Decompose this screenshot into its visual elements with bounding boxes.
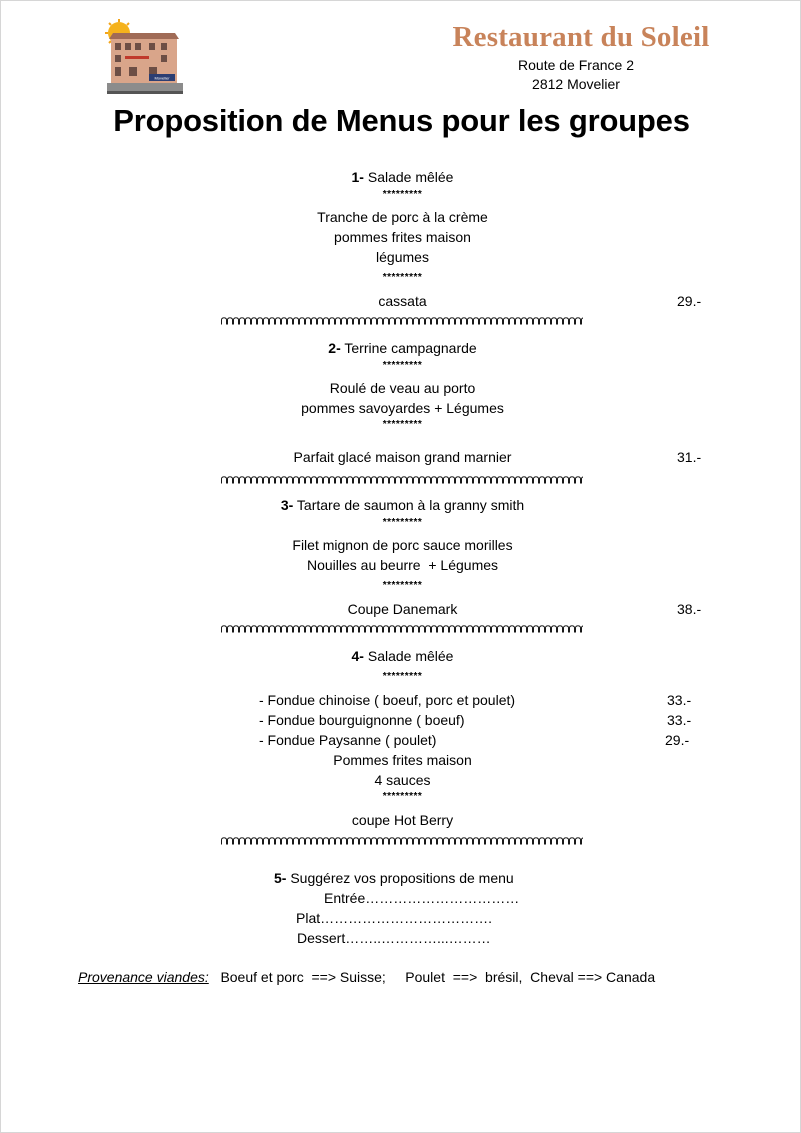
menu-1-dessert: cassata xyxy=(378,293,427,309)
menu-2-price: 31.- xyxy=(677,449,702,465)
menu-4-number: 4- xyxy=(351,648,364,664)
building-icon xyxy=(107,33,183,94)
address-street: Route de France 2 xyxy=(518,57,634,73)
menu-4-starter-text: Salade mêlée xyxy=(367,648,454,664)
separator-2 xyxy=(221,476,583,484)
menu-2-starter xyxy=(231,340,574,356)
menu-3-stars-1: ********* xyxy=(382,517,423,528)
menu-1-starter-text: Salade mêlée xyxy=(367,169,454,185)
menu-1-main-1: Tranche de porc à la crème xyxy=(317,209,488,225)
menu-2-stars-2: ********* xyxy=(382,419,423,430)
menu-3-stars-2: ********* xyxy=(382,580,423,591)
fondue-2-label: - Fondue bourguignonne ( boeuf) xyxy=(259,712,465,728)
menu-3-number: 3- xyxy=(280,497,294,513)
separator-1 xyxy=(221,317,583,325)
menu-4-main-1: Pommes frites maison xyxy=(333,752,472,768)
fondue-3-label: - Fondue Paysanne ( poulet) xyxy=(259,732,437,748)
menu-2-main-1: Roulé de veau au porto xyxy=(329,380,476,396)
restaurant-name: Restaurant du Soleil xyxy=(452,21,710,53)
menu-1-number: 1- xyxy=(351,169,364,185)
menu-4-dessert: coupe Hot Berry xyxy=(351,812,454,828)
menu-1-stars-2: ********* xyxy=(382,272,423,283)
separator-3 xyxy=(221,625,583,633)
meat-origin-label: Provenance viandes: xyxy=(78,969,209,985)
menu-1-main-2: pommes frites maison xyxy=(334,229,471,245)
menu-3-main-1: Filet mignon de porc sauce morilles xyxy=(292,537,513,553)
menu-4-stars-1: ********* xyxy=(382,671,423,682)
menu-3-main-2: Nouilles au beurre + Légumes xyxy=(306,557,499,573)
meat-origin-text: Boeuf et porc ==> Suisse; Poulet ==> brésil, Cheval ==> Canada xyxy=(220,969,656,985)
menu-1-stars-1: ********* xyxy=(382,189,423,200)
menu-4-main-2: 4 sauces xyxy=(374,772,431,788)
menu-4-stars-2: ********* xyxy=(382,791,423,802)
suggestion-entree: Entrée…………………………… xyxy=(324,890,520,906)
meat-origin xyxy=(78,969,655,985)
suggestion-number: 5- xyxy=(274,870,287,886)
menu-1-price: 29.- xyxy=(677,293,702,309)
restaurant-logo xyxy=(101,19,191,99)
menu-3-starter-text: Tartare de saumon à la granny smith xyxy=(296,497,525,513)
suggestion-dessert: Dessert……..…………...……… xyxy=(297,930,491,946)
suggestion-heading xyxy=(274,870,514,886)
menu-1-main-3: légumes xyxy=(376,249,429,265)
menu-2-starter-text: Terrine campagnarde xyxy=(344,340,477,356)
menu-4-starter xyxy=(231,648,574,664)
fondue-1-price: 33.- xyxy=(667,692,692,708)
menu-2-number: 2- xyxy=(328,340,341,356)
suggestion-text: Suggérez vos propositions de menu xyxy=(290,870,514,886)
separator-4 xyxy=(221,837,583,845)
menu-1-starter xyxy=(231,169,574,185)
menu-3-price: 38.- xyxy=(677,601,702,617)
menu-2-dessert: Parfait glacé maison grand marnier xyxy=(293,449,512,465)
menu-3-dessert: Coupe Danemark xyxy=(347,601,458,617)
fondue-2-price: 33.- xyxy=(667,712,692,728)
menu-2-main-2: pommes savoyardes + Légumes xyxy=(301,400,504,416)
suggestion-plat: Plat………………………………. xyxy=(296,910,493,926)
page-title: Proposition de Menus pour les groupes xyxy=(113,103,690,138)
fondue-3-price: 29.- xyxy=(665,732,690,748)
logo-sign-text: Movelier xyxy=(154,75,170,81)
fondue-1-label: - Fondue chinoise ( boeuf, porc et poulet) xyxy=(259,692,516,708)
address-city: 2812 Movelier xyxy=(532,76,620,92)
menu-3-starter xyxy=(231,497,574,513)
menu-2-stars-1: ********* xyxy=(382,360,423,371)
